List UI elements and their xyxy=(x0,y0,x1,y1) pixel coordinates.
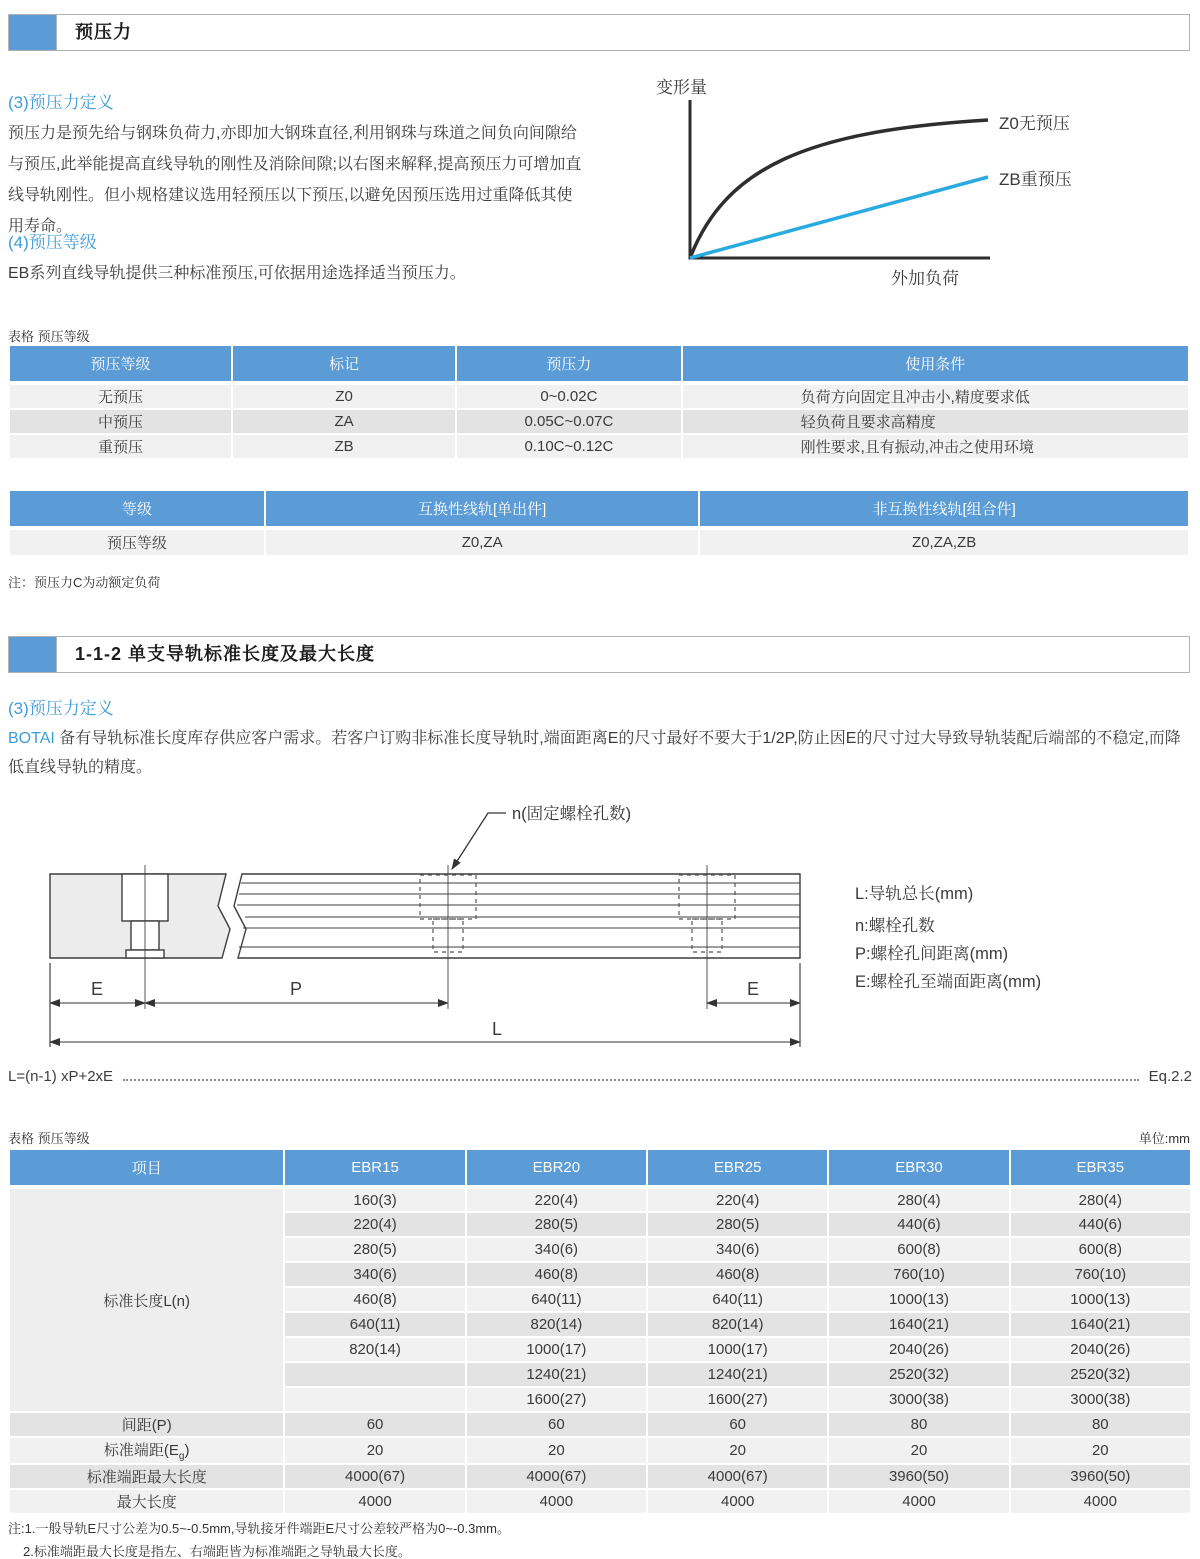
legend-line-p: P:螺栓孔间距离(mm) xyxy=(855,945,1009,963)
cell: 1640(21) xyxy=(828,1312,1009,1337)
cell: 1600(27) xyxy=(466,1387,647,1412)
brand-name: BOTAI xyxy=(8,730,55,747)
cell: 1000(17) xyxy=(466,1337,647,1362)
table-header-row xyxy=(9,1149,1191,1187)
cell: 60 xyxy=(466,1412,647,1437)
dim-label-e-left: E xyxy=(90,979,104,999)
cell: 280(5) xyxy=(466,1212,647,1237)
table-row xyxy=(9,383,1189,409)
cell: 280(5) xyxy=(647,1212,828,1237)
table-row xyxy=(9,1489,1191,1514)
cell: 340(6) xyxy=(466,1237,647,1262)
table-row xyxy=(9,1412,1191,1437)
cell: 340(6) xyxy=(284,1262,465,1287)
table-row xyxy=(9,434,1189,459)
cell: 2520(32) xyxy=(828,1362,1009,1387)
standard-length-table xyxy=(8,1148,1192,1515)
cell: Z0,ZA,ZB xyxy=(699,528,1189,556)
cell: 0~0.02C xyxy=(456,383,681,409)
cell: 0.05C~0.07C xyxy=(456,409,681,434)
cell: 440(6) xyxy=(828,1212,1009,1237)
cell: 4000(67) xyxy=(284,1464,465,1489)
cell: 20 xyxy=(1010,1437,1191,1464)
col-header: EBR25 xyxy=(647,1149,828,1187)
cell: 460(8) xyxy=(647,1262,828,1287)
cell: 3000(38) xyxy=(828,1387,1009,1412)
cell: 220(4) xyxy=(466,1187,647,1212)
col-header: 项目 xyxy=(9,1149,284,1187)
cell: 1000(13) xyxy=(828,1287,1009,1312)
dimension-lines xyxy=(50,963,800,1047)
chart-x-axis-label: 外加负荷 xyxy=(891,269,959,288)
col-header: 预压力 xyxy=(456,345,681,383)
col-header: EBR20 xyxy=(466,1149,647,1187)
chart-label-zb: ZB重预压 xyxy=(999,170,1072,189)
cell: 820(14) xyxy=(284,1337,465,1362)
equation-dotted-leader xyxy=(123,1072,1139,1082)
dim-label-l: L xyxy=(491,1019,503,1039)
cell: 600(8) xyxy=(1010,1237,1191,1262)
bolt-count-callout-label: n(固定螺栓孔数) xyxy=(512,805,632,823)
cell: 4000 xyxy=(466,1489,647,1514)
table3-unit-label: 单位:mm xyxy=(1138,1131,1190,1146)
cell: 4000(67) xyxy=(466,1464,647,1489)
cell: 4000(67) xyxy=(647,1464,828,1489)
table-row xyxy=(9,409,1189,434)
eg-label-subscript: g xyxy=(178,1451,185,1462)
cell: 280(4) xyxy=(1010,1187,1191,1212)
table-row xyxy=(9,1187,1191,1212)
cell: 640(11) xyxy=(647,1287,828,1312)
cell: 轻负荷且要求高精度 xyxy=(682,409,1189,434)
footnote-2: 2.标准端距最大长度是指左、右端距皆为标准端距之导轨最大长度。 xyxy=(23,1544,411,1559)
cell: 1000(13) xyxy=(1010,1287,1191,1312)
cell: 预压等级 xyxy=(9,528,265,556)
cell: 460(8) xyxy=(284,1287,465,1312)
cell: 1240(21) xyxy=(466,1362,647,1387)
col-header: 等级 xyxy=(9,490,265,528)
dim-label-p: P xyxy=(289,979,303,999)
preload-definition-paragraph: 预压力是预先给与钢珠负荷力,亦即加大钢珠直径,利用钢珠与珠道之间负向间隙给与预压,此举能提高直线导轨的刚性及消除间隙;以右图来解释,提高预压力可增加直线导轨刚性。但小规格建议选用轻预压以下预压,以避免因预压选用过重降低其使用寿命。 xyxy=(8,125,582,235)
section-marker-square xyxy=(9,15,57,50)
row-label-pitch: 间距(P) xyxy=(9,1412,284,1437)
cell xyxy=(284,1387,465,1412)
cell: 重预压 xyxy=(9,434,232,459)
cell: 1600(27) xyxy=(647,1387,828,1412)
table-row xyxy=(9,1464,1191,1489)
cell: 20 xyxy=(828,1437,1009,1464)
table-row xyxy=(9,1437,1191,1464)
chart-label-z0: Z0无预压 xyxy=(999,114,1070,133)
diagram-legend xyxy=(855,884,1041,991)
cell: 2520(32) xyxy=(1010,1362,1191,1387)
section-title-preload: 预压力 xyxy=(75,22,132,42)
cell: 820(14) xyxy=(647,1312,828,1337)
cell: 760(10) xyxy=(828,1262,1009,1287)
col-header: 使用条件 xyxy=(682,345,1189,383)
cell: 20 xyxy=(284,1437,465,1464)
cell: 640(11) xyxy=(466,1287,647,1312)
section-header-preload xyxy=(8,14,1190,51)
equation-number: Eq.2.2 xyxy=(1148,1068,1192,1085)
interchangeable-table-wrap xyxy=(8,489,1190,557)
subsection-title-grades: (4)预压等级 xyxy=(8,233,97,252)
cell: 2040(26) xyxy=(1010,1337,1191,1362)
row-label-standard-end-max-length: 标准端距最大长度 xyxy=(9,1464,284,1489)
cell: 20 xyxy=(466,1437,647,1464)
section-title-rail-length: 1-1-2 单支导轨标准长度及最大长度 xyxy=(75,644,376,664)
table3-caption: 表格 预压等级 xyxy=(8,1131,90,1146)
section-marker-square xyxy=(9,637,57,672)
preload-deformation-chart xyxy=(630,65,1190,300)
cell: ZB xyxy=(232,434,456,459)
standard-length-table-wrap xyxy=(8,1148,1192,1515)
cell: 4000 xyxy=(1010,1489,1191,1514)
col-header: 互换性线轨[单出件] xyxy=(265,490,699,528)
dim-label-e-right: E xyxy=(746,979,760,999)
table1-caption: 表格 预压等级 xyxy=(8,329,90,344)
legend-line-l: L:导轨总长(mm) xyxy=(855,885,974,903)
table2-footnote: 注：预压力C为动额定负荷 xyxy=(8,575,161,590)
subsection-title-definition: (3)预压力定义 xyxy=(8,93,114,112)
col-header: EBR30 xyxy=(828,1149,1009,1187)
cell: 2040(26) xyxy=(828,1337,1009,1362)
chart-y-axis-label: 变形量 xyxy=(656,78,707,97)
cell: 4000 xyxy=(647,1489,828,1514)
cell: 1640(21) xyxy=(1010,1312,1191,1337)
row-label-standard-end-distance xyxy=(9,1437,284,1464)
col-header: 非互换性线轨[组合件] xyxy=(699,490,1189,528)
cell: 60 xyxy=(284,1412,465,1437)
row-label-max-length: 最大长度 xyxy=(9,1489,284,1514)
preload-grades-paragraph: EB系列直线导轨提供三种标准预压,可依据用途选择适当预压力。 xyxy=(8,265,466,282)
col-header: EBR15 xyxy=(284,1149,465,1187)
cell: 20 xyxy=(647,1437,828,1464)
cell: 80 xyxy=(1010,1412,1191,1437)
preload-grade-table-wrap xyxy=(8,344,1190,460)
subsection-title-definition-2: (3)预压力定义 xyxy=(8,699,114,718)
section-header-rail-length xyxy=(8,636,1190,673)
cell: 负荷方向固定且冲击小,精度要求低 xyxy=(682,383,1189,409)
legend-line-e: E:螺栓孔至端面距离(mm) xyxy=(855,973,1042,991)
cell: 760(10) xyxy=(1010,1262,1191,1287)
cell: 中预压 xyxy=(9,409,232,434)
cell: 1240(21) xyxy=(647,1362,828,1387)
cell: 460(8) xyxy=(466,1262,647,1287)
cell xyxy=(284,1362,465,1387)
cell: 3960(50) xyxy=(1010,1464,1191,1489)
equation-row xyxy=(8,1068,1192,1085)
cell: 4000 xyxy=(828,1489,1009,1514)
rail-dimension-diagram xyxy=(0,795,1200,1060)
cell: 160(3) xyxy=(284,1187,465,1212)
bolt-count-callout xyxy=(452,804,631,869)
cell: 440(6) xyxy=(1010,1212,1191,1237)
col-header: 标记 xyxy=(232,345,456,383)
cell: ZA xyxy=(232,409,456,434)
cell: 0.10C~0.12C xyxy=(456,434,681,459)
cell: Z0 xyxy=(232,383,456,409)
cell: 640(11) xyxy=(284,1312,465,1337)
cell: 无预压 xyxy=(9,383,232,409)
eg-label-prefix: 标准端距(E xyxy=(103,1442,179,1459)
table-header-row xyxy=(9,490,1189,528)
cell: 820(14) xyxy=(466,1312,647,1337)
table-header-row xyxy=(9,345,1189,383)
cell: 1000(17) xyxy=(647,1337,828,1362)
cell: 80 xyxy=(828,1412,1009,1437)
footnote-1: 注:1.一般导轨E尺寸公差为0.5~-0.5mm,导轨接牙件端距E尺寸公差较严格为0~-0.3mm。 xyxy=(8,1521,511,1536)
cell: 280(5) xyxy=(284,1237,465,1262)
cell: 340(6) xyxy=(647,1237,828,1262)
cell: 220(4) xyxy=(284,1212,465,1237)
cell: 220(4) xyxy=(647,1187,828,1212)
cell: 4000 xyxy=(284,1489,465,1514)
row-label-standard-length: 标准长度L(n) xyxy=(9,1187,284,1412)
cell: 3960(50) xyxy=(828,1464,1009,1489)
rail-length-paragraph-text: 备有导轨标准长度库存供应客户需求。若客户订购非标准长度导轨时,端面距离E的尺寸最好不要大于1/2P,防止因E的尺寸过大导致导轨装配后端部的不稳定,而降低直线导轨的精度。 xyxy=(8,730,1181,776)
cell: 60 xyxy=(647,1412,828,1437)
col-header: 预压等级 xyxy=(9,345,232,383)
rail-length-paragraph xyxy=(8,724,1192,782)
eg-label-suffix: ) xyxy=(184,1442,190,1459)
cell: 刚性要求,且有振动,冲击之使用环境 xyxy=(682,434,1189,459)
preload-grade-table xyxy=(8,344,1190,460)
cell: Z0,ZA xyxy=(265,528,699,556)
cell: 600(8) xyxy=(828,1237,1009,1262)
cell: 280(4) xyxy=(828,1187,1009,1212)
interchangeable-table xyxy=(8,489,1190,557)
col-header: EBR35 xyxy=(1010,1149,1191,1187)
table-row xyxy=(9,528,1189,556)
equation-formula: L=(n-1) xP+2xE xyxy=(8,1068,114,1085)
legend-line-n: n:螺栓孔数 xyxy=(855,917,935,935)
cell: 3000(38) xyxy=(1010,1387,1191,1412)
